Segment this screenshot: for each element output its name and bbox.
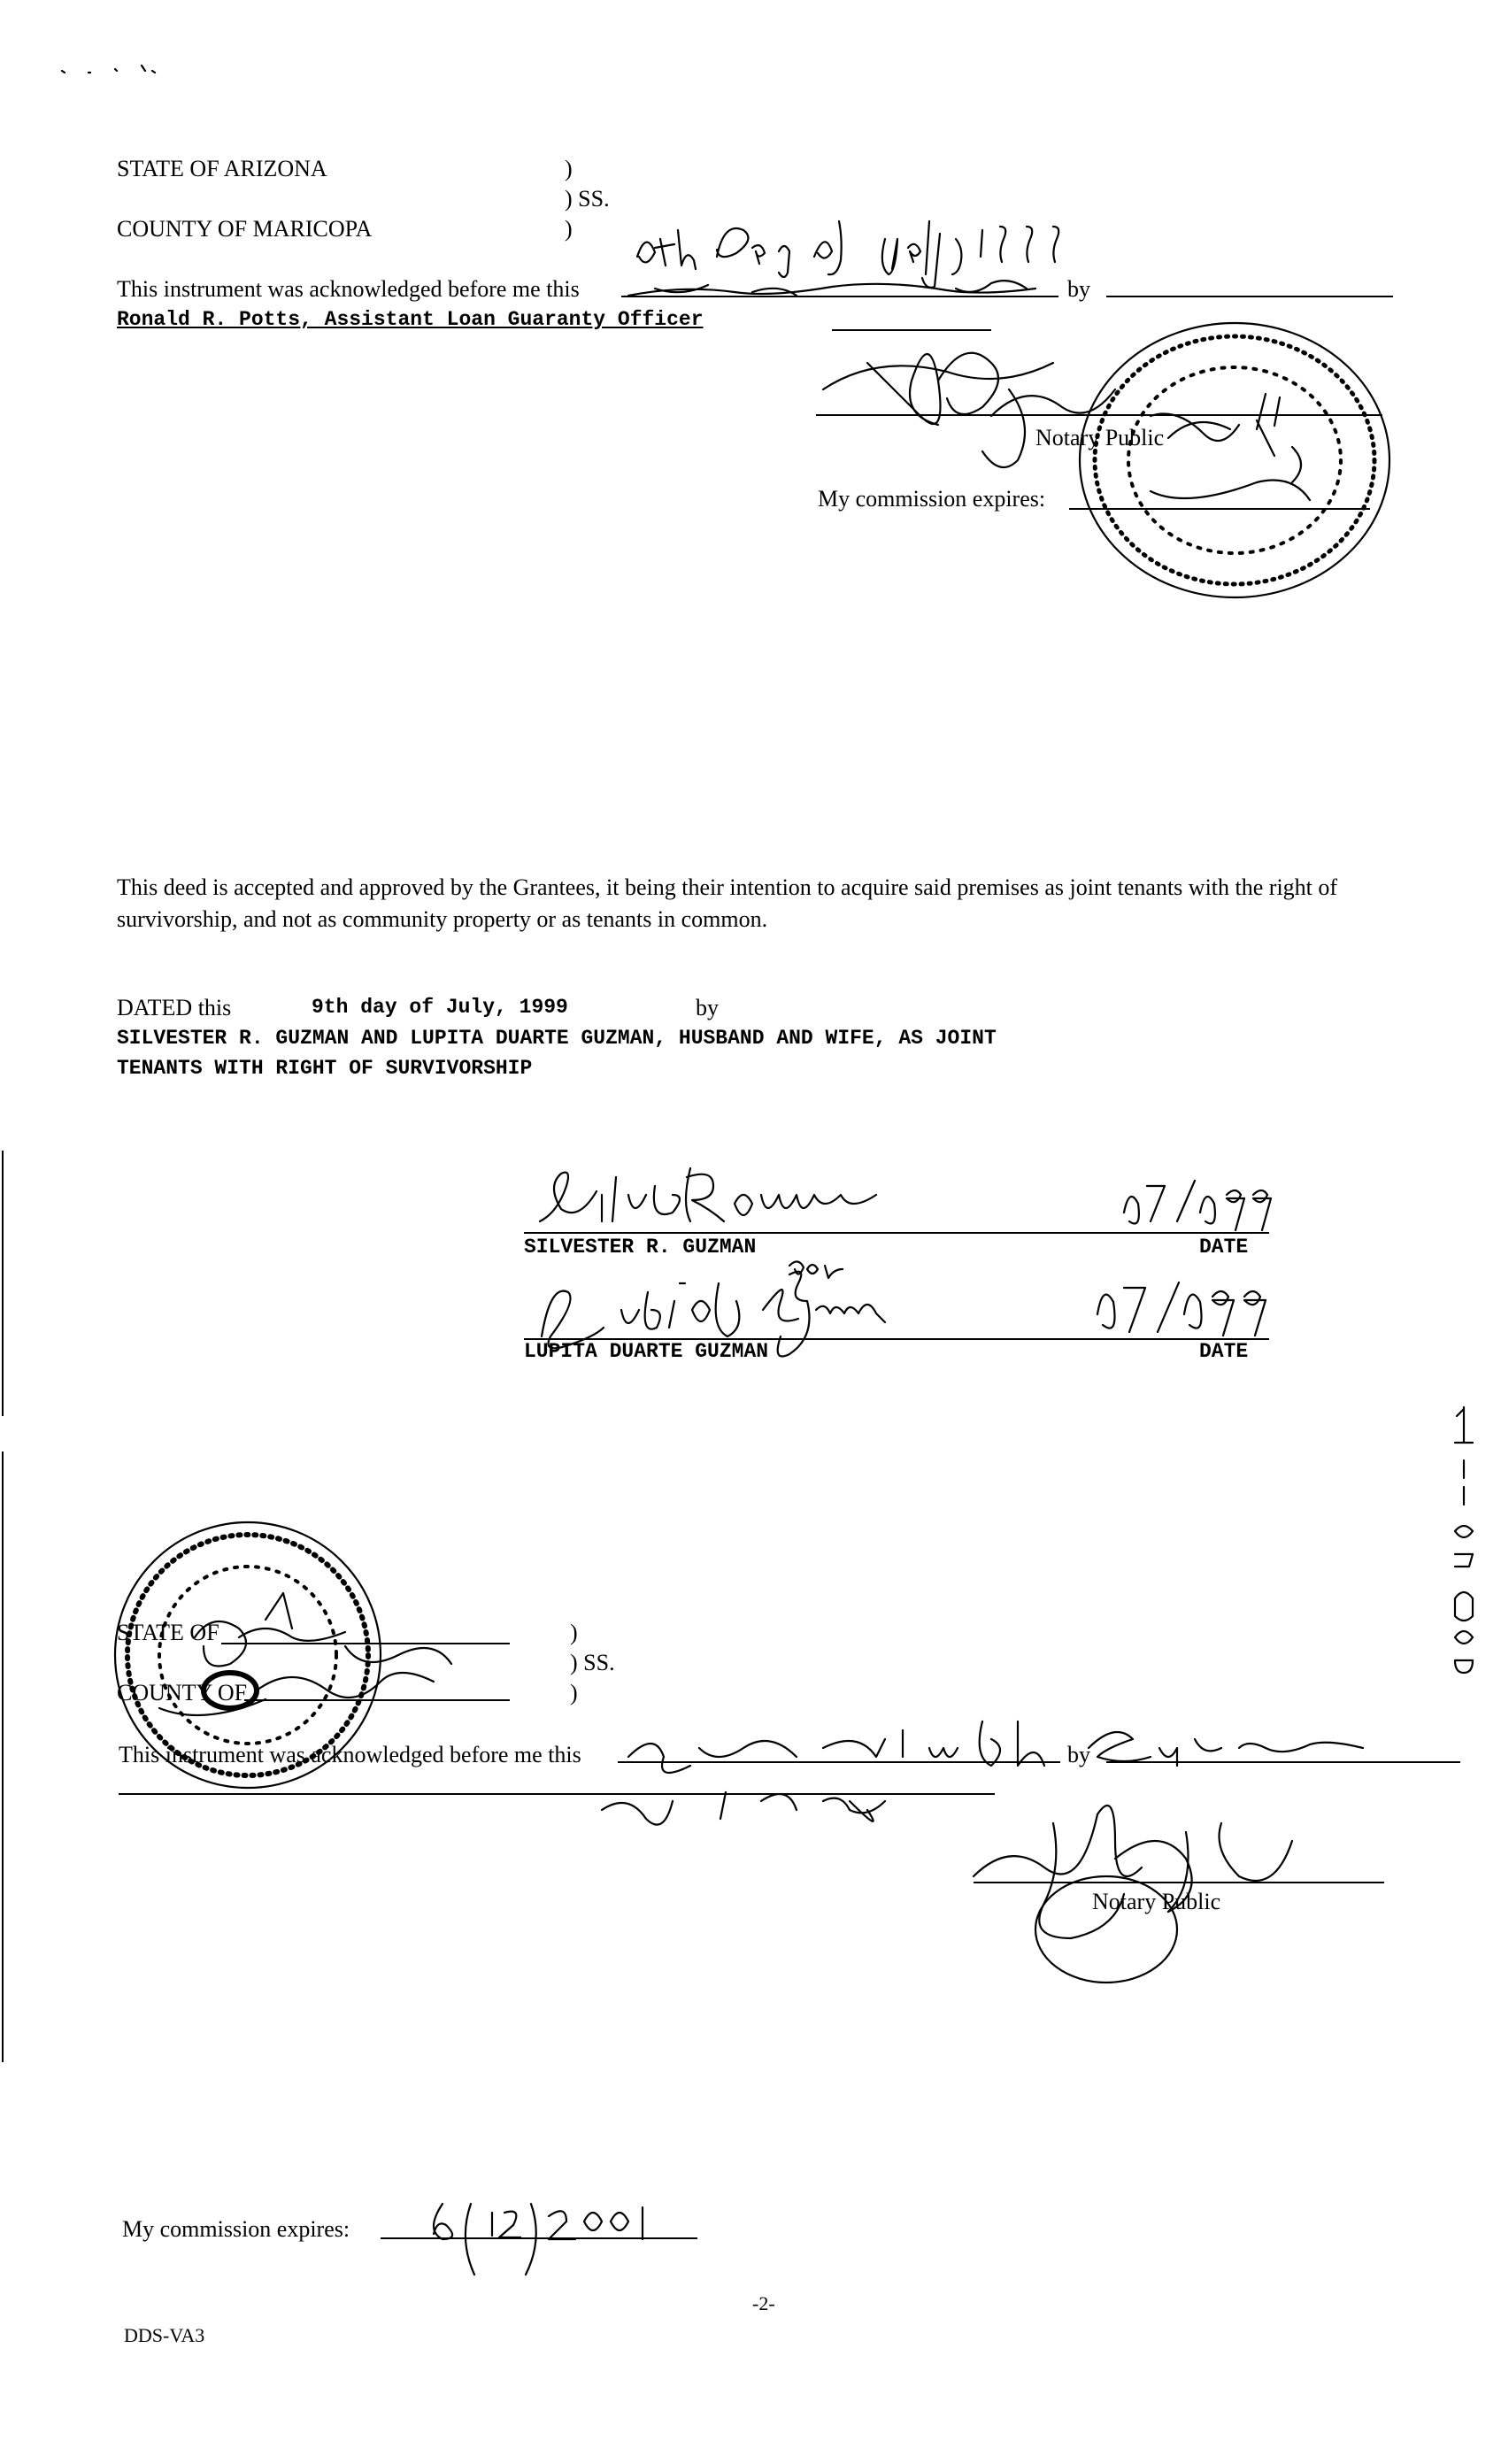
handwritten-date-text: [690, 223, 697, 224]
names-line-bottom: [119, 1793, 995, 1795]
commission-expires-label-bottom: My commission expires:: [122, 2216, 350, 2242]
dated-by: by: [696, 995, 719, 1020]
form-code: DDS-VA3: [124, 2324, 205, 2346]
grantees-line-2: TENANTS WITH RIGHT OF SURVIVORSHIP: [117, 1057, 533, 1080]
officer-name: Ronald R. Potts, Assistant Loan Guaranty Officer: [117, 308, 704, 331]
county-label-bottom: COUNTY OF: [117, 1680, 248, 1706]
notary-signature: [814, 327, 1257, 478]
signer-name-2: LUPITA DUARTE GUZMAN: [524, 1340, 769, 1363]
by-line: [1106, 296, 1393, 297]
notary-signature-line-bottom: [974, 1882, 1384, 1883]
scan-specks: [53, 53, 177, 89]
bottom-ack-handwriting: [611, 1713, 1460, 1828]
dated-label: DATED this: [117, 995, 232, 1020]
commission-line: [1069, 508, 1370, 510]
lupita-date-handwritten: [1089, 1279, 1292, 1341]
state-line: [221, 1643, 510, 1644]
signer-name-1: SILVESTER R. GUZMAN: [524, 1236, 757, 1259]
paren: ): [565, 156, 573, 181]
notary-seal: [1071, 314, 1398, 606]
state-label-bottom: STATE OF: [117, 1620, 219, 1645]
ss-label: ) SS.: [565, 186, 610, 212]
county-line: [244, 1699, 510, 1701]
lupita-date-text: [1097, 1292, 1101, 1293]
by-line-bottom: [1106, 1761, 1460, 1763]
date-label-2: DATE: [1199, 1340, 1249, 1363]
commission-line-bottom: [381, 2237, 697, 2239]
page-number: -2-: [752, 2292, 775, 2314]
recording-stamp: [1448, 1398, 1480, 1699]
dated-date: 9th day of July, 1999: [312, 996, 568, 1019]
silvester-date-text: [1124, 1186, 1128, 1187]
margin-mark: [2, 1151, 4, 1416]
notary-signature-bottom: [956, 1788, 1416, 1983]
silvester-date-handwritten: [1115, 1177, 1292, 1230]
by-label: by: [1067, 276, 1090, 302]
acknowledgment-text: This instrument was acknowledged before me this: [117, 276, 580, 302]
notary-signature-line: [816, 414, 1382, 416]
date-line-bottom: [618, 1761, 1060, 1763]
paren: ): [570, 1680, 578, 1706]
commission-expires-label: My commission expires:: [818, 486, 1046, 512]
state-county-handwriting: [221, 1611, 522, 1717]
date-line: [621, 296, 1058, 297]
notary-public-label-bottom: Notary Public: [1092, 1889, 1221, 1914]
handwritten-date: [620, 204, 1080, 301]
margin-mark: [2, 1451, 4, 2062]
state-label: STATE OF ARIZONA: [117, 156, 327, 181]
silvester-signature: [531, 1159, 903, 1230]
date-label-1: DATE: [1199, 1236, 1249, 1259]
paren: ): [565, 216, 573, 242]
commission-date-text: [425, 2213, 428, 2214]
notary-public-label: Notary Public: [1035, 425, 1165, 450]
acceptance-paragraph: This deed is accepted and approved by the Grantees, it being their intention to acquire said premises as joint tenants with the right of survivorship, and not as community property or as tenants in common.: [117, 874, 1338, 932]
silvester-signature-line: [524, 1232, 1269, 1234]
by-label-bottom: by: [1067, 1742, 1090, 1767]
commission-date-handwritten: [416, 2195, 664, 2275]
officer-line: [832, 329, 991, 331]
county-label: COUNTY OF MARICOPA: [117, 216, 373, 242]
paren: ): [570, 1620, 578, 1645]
ss-label-bottom: ) SS.: [570, 1650, 615, 1675]
grantees-line-1: SILVESTER R. GUZMAN AND LUPITA DUARTE GUZMAN, HUSBAND AND WIFE, AS JOINT: [117, 1027, 997, 1050]
acknowledgment-text-bottom: This instrument was acknowledged before me this: [119, 1742, 581, 1767]
